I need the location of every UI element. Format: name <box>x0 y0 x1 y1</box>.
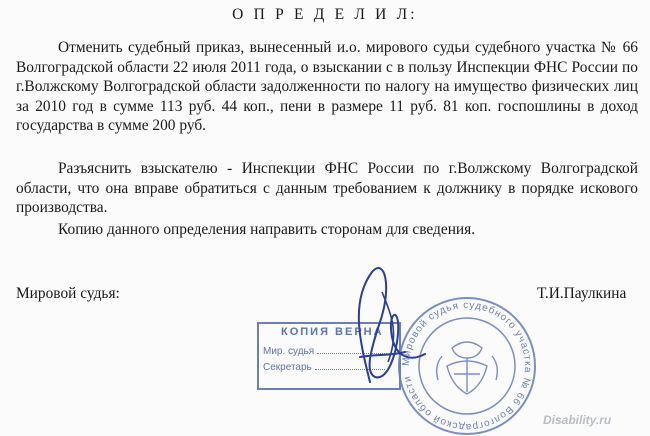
document-heading: О П Р Е Д Е Л И Л: <box>232 6 418 23</box>
ruling-paragraph-3 <box>16 220 638 240</box>
site-watermark: Disability.ru <box>543 413 612 427</box>
stamp-secretary-label: Секретарь <box>263 362 312 373</box>
ruling-text-1: Отменить судебный приказ, вынесенный и.о. мирового судьи судебного участка № 66 Волгоградской области 22 июля 2011 года, о взыскании с в пользу Инспекции ФНС России по г.Волжскому Волгоградской области задолженности по налогу на имущество физических лиц за 2010 год в сумме 113 руб. 44 коп., пени в размере 11 руб. 81 коп. госпошлины в доход государства в сумме 200 руб. <box>16 39 638 135</box>
ruling-text-2: Разъяснить взыскателю - Инспекции ФНС России по г.Волжскому Волгоградской области, что она вправе обратиться с данным требованием к должнику в порядке искового производства. <box>16 160 638 217</box>
judge-label: Мировой судья: <box>16 285 120 302</box>
stamp-judge-label: Мир. судья <box>263 346 315 357</box>
ruling-paragraph-1 <box>16 38 638 136</box>
handwritten-signature-icon <box>330 262 440 392</box>
judge-name: Т.И.Паулкина <box>537 285 627 302</box>
stamp-title: КОПИЯ ВЕРНА <box>281 326 384 338</box>
ruling-paragraph-2 <box>16 159 638 218</box>
seal-text: Мировой судья судебного участка № 66 Волгоградской области <box>400 299 534 433</box>
ruling-text-3: Копию данного определения направить сторонам для сведения. <box>58 221 476 238</box>
